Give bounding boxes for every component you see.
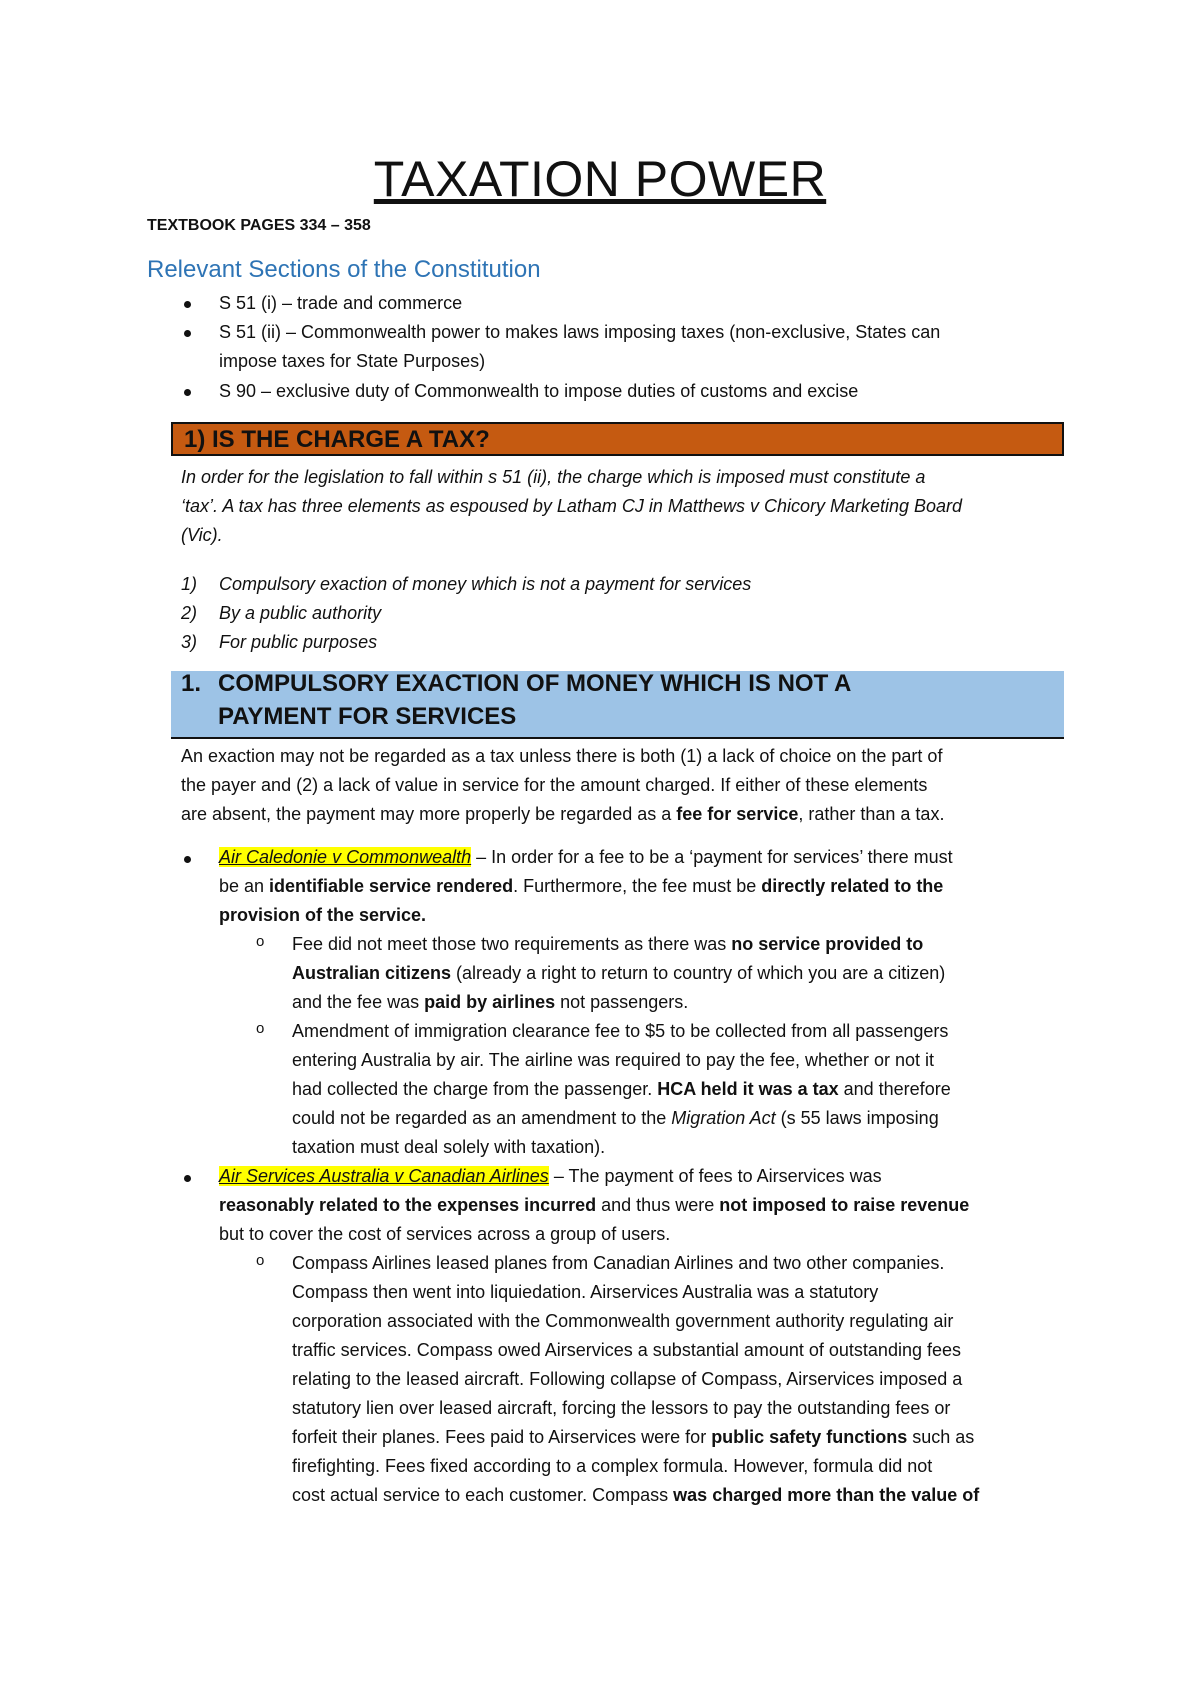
case-line: but to cover the cost of services across a group of users. [219, 1224, 671, 1244]
bullet-icon [184, 330, 191, 337]
relevant-sections-heading: Relevant Sections of the Constitution [147, 256, 541, 283]
heading-text: 1) IS THE CHARGE A TAX? [184, 426, 490, 453]
case-line: provision of the service. [219, 905, 427, 925]
sub-point-line: corporation associated with the Commonwealth government authority regulating air [292, 1311, 954, 1331]
sub-point-line: statutory lien over leased aircraft, forcing the lessors to pay the outstanding fees or [292, 1398, 951, 1418]
heading-text-line: PAYMENT FOR SERVICES [218, 703, 517, 730]
sub-bullet-icon: o [256, 1020, 265, 1037]
paragraph-line: the payer and (2) a lack of value in service for the amount charged. If either of these elements [181, 775, 928, 795]
element-text: Compulsory exaction of money which is not a payment for services [219, 574, 752, 594]
sub-point-line: cost actual service to each customer. Compass was charged more than the value of [292, 1485, 980, 1505]
case-air-caledonie: Air Caledonie v Commonwealth – In order for a fee to be a ‘payment for services’ there must [219, 847, 953, 867]
sub-point-line: Compass Airlines leased planes from Canadian Airlines and two other companies. [292, 1253, 945, 1273]
bullet-icon [184, 856, 191, 863]
sub-point-line: Compass then went into liquiedation. Airservices Australia was a statutory [292, 1282, 879, 1302]
element-number: 1) [181, 574, 198, 594]
sub-point-line: Australian citizens (already a right to return to country of which you are a citizen) [292, 963, 946, 983]
element-number: 3) [181, 632, 198, 652]
heading-is-charge-a-tax [171, 422, 1064, 456]
sub-bullet-icon: o [256, 1252, 265, 1269]
sub-point-line: and the fee was paid by airlines not passengers. [292, 992, 689, 1012]
section-item: S 51 (i) – trade and commerce [219, 293, 463, 313]
intro-line: ‘tax’. A tax has three elements as espoused by Latham CJ in Matthews v Chicory Marketing Board [181, 496, 963, 516]
intro-line: (Vic). [181, 525, 223, 545]
section-item: S 51 (ii) – Commonwealth power to makes laws imposing taxes (non-exclusive, States can [219, 322, 941, 342]
element-text: By a public authority [219, 603, 382, 623]
sub-point-line: had collected the charge from the passenger. HCA held it was a tax and therefore [292, 1079, 951, 1099]
section-item-continued: impose taxes for State Purposes) [219, 351, 486, 371]
bullet-icon [184, 301, 191, 308]
intro-line: In order for the legislation to fall within s 51 (ii), the charge which is imposed must constitute a [181, 467, 926, 487]
case-name-highlight: Air Caledonie v Commonwealth [219, 847, 472, 867]
sub-point-line: Amendment of immigration clearance fee to $5 to be collected from all passengers [292, 1021, 949, 1041]
paragraph-line: An exaction may not be regarded as a tax unless there is both (1) a lack of choice on the part of [181, 746, 943, 766]
case-name-highlight: Air Services Australia v Canadian Airlines [219, 1166, 549, 1186]
case-air-services: Air Services Australia v Canadian Airlines – The payment of fees to Airservices was [219, 1166, 882, 1186]
sub-point-line: taxation must deal solely with taxation). [292, 1137, 606, 1157]
sub-point-line: relating to the leased aircraft. Following collapse of Compass, Airservices imposed a [292, 1369, 963, 1389]
case-line: be an identifiable service rendered. Furthermore, the fee must be directly related to the [219, 876, 944, 896]
bullet-icon [184, 389, 191, 396]
page-title: TAXATION POWER [373, 151, 827, 207]
sub-point-line: firefighting. Fees fixed according to a complex formula. However, formula did not [292, 1456, 933, 1476]
element-number: 2) [181, 603, 198, 623]
heading-underline [171, 737, 1064, 739]
sub-point-line: could not be regarded as an amendment to the Migration Act (s 55 laws imposing [292, 1108, 939, 1128]
sub-point-line: entering Australia by air. The airline was required to pay the fee, whether or not it [292, 1050, 935, 1070]
heading-number: 1. [181, 670, 202, 697]
element-text: For public purposes [219, 632, 378, 652]
case-line: reasonably related to the expenses incurred and thus were not imposed to raise revenue [219, 1195, 970, 1215]
textbook-pages: TEXTBOOK PAGES 334 – 358 [147, 217, 371, 234]
sub-point-line: forfeit their planes. Fees paid to Airservices were for public safety functions such as [292, 1427, 975, 1447]
paragraph-line: are absent, the payment may more properly be regarded as a fee for service, rather than a tax. [181, 804, 945, 824]
sub-point-line: Fee did not meet those two requirements as there was no service provided to [292, 934, 924, 954]
sub-bullet-icon: o [256, 933, 265, 950]
bullet-icon [184, 1175, 191, 1182]
heading-text-line: COMPULSORY EXACTION OF MONEY WHICH IS NOT A [218, 670, 852, 697]
section-item: S 90 – exclusive duty of Commonwealth to impose duties of customs and excise [219, 381, 859, 401]
sub-point-line: traffic services. Compass owed Airservices a substantial amount of outstanding fees [292, 1340, 961, 1360]
